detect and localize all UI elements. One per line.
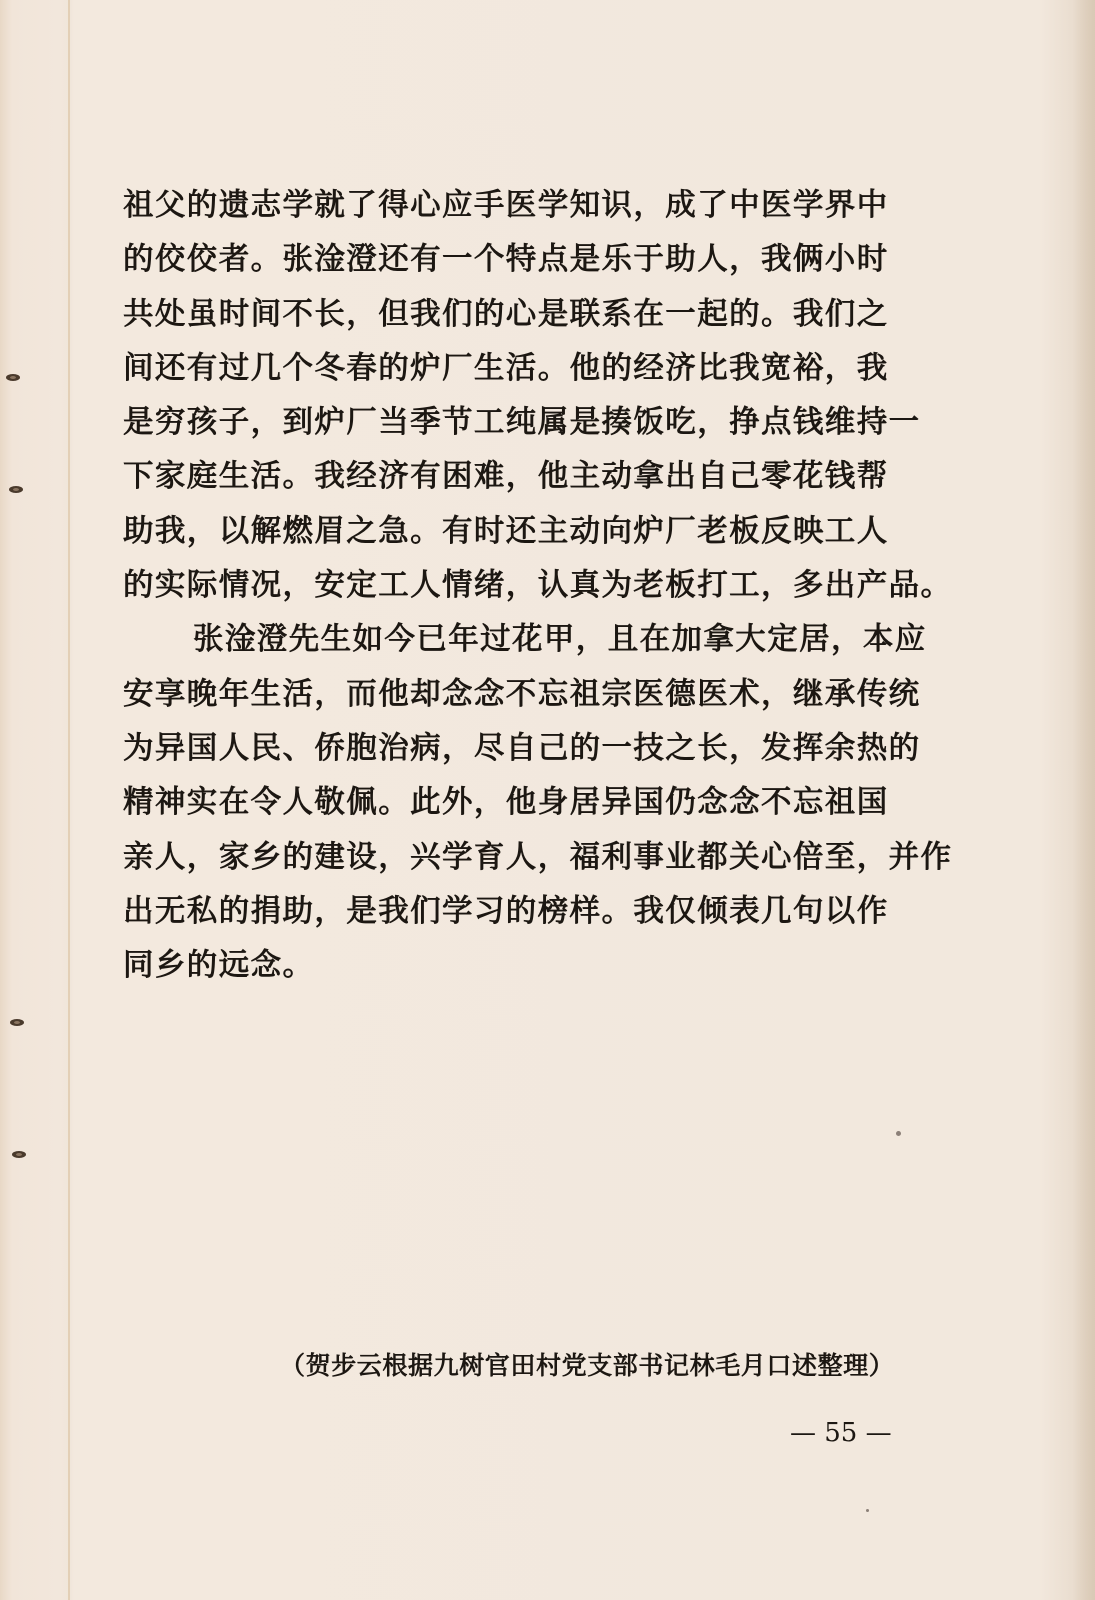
text-line: 安享晚年生活，而他却念念不忘祖宗医德医术，继承传统: [123, 675, 921, 712]
text-line: 下家庭生活。我经济有困难，他主动拿出自己零花钱帮: [123, 458, 889, 495]
paragraph-start-line: 张淦澄先生如今已年过花甲，且在加拿大定居，本应: [193, 621, 927, 658]
text-line: 出无私的捐助，是我们学习的榜样。我仅倾表几句以作: [123, 892, 889, 929]
text-line: 是穷孩子，到炉厂当季节工纯属是揍饭吃，挣点钱维持一: [123, 404, 921, 441]
page-number: — 55 —: [790, 1418, 892, 1448]
text-line: 精神实在令人敬佩。此外，他身居异国仍念念不忘祖国: [123, 784, 889, 821]
binding-hole: [12, 1151, 26, 1158]
text-line: 祖父的遗志学就了得心应手医学知识，成了中医学界中: [123, 187, 889, 223]
page-edge-shadow: [1073, 0, 1095, 1600]
paper-speck: [896, 1131, 901, 1136]
body-text: [123, 178, 963, 992]
binding-hole: [6, 374, 20, 381]
text-line: 亲人，家乡的建设，兴学育人，福利事业都关心倍至，并作: [123, 838, 953, 875]
binding-hole: [9, 486, 23, 493]
paper-speck: [866, 1509, 869, 1512]
binding-hole: [10, 1019, 24, 1026]
text-line: 为异国人民、侨胞治病，尽自己的一技之长，发挥余热的: [123, 729, 921, 766]
text-line: 同乡的远念。: [123, 947, 315, 984]
text-line: 共处虽时间不长，但我们的心是联系在一起的。我们之: [123, 295, 889, 332]
binding-margin-line: [68, 0, 70, 1600]
text-line: 的佼佼者。张淦澄还有一个特点是乐于助人，我俩小时: [123, 241, 889, 278]
text-line: 的实际情况，安定工人情绪，认真为老板打工，多出产品。: [123, 567, 953, 604]
attribution-note: （贺步云根据九树官田村党支部书记林毛月口述整理）: [280, 1351, 895, 1380]
text-line: 间还有过几个冬春的炉厂生活。他的经济比我宽裕，我: [123, 349, 889, 386]
text-line: 助我，以解燃眉之急。有时还主动向炉厂老板反映工人: [123, 512, 889, 549]
